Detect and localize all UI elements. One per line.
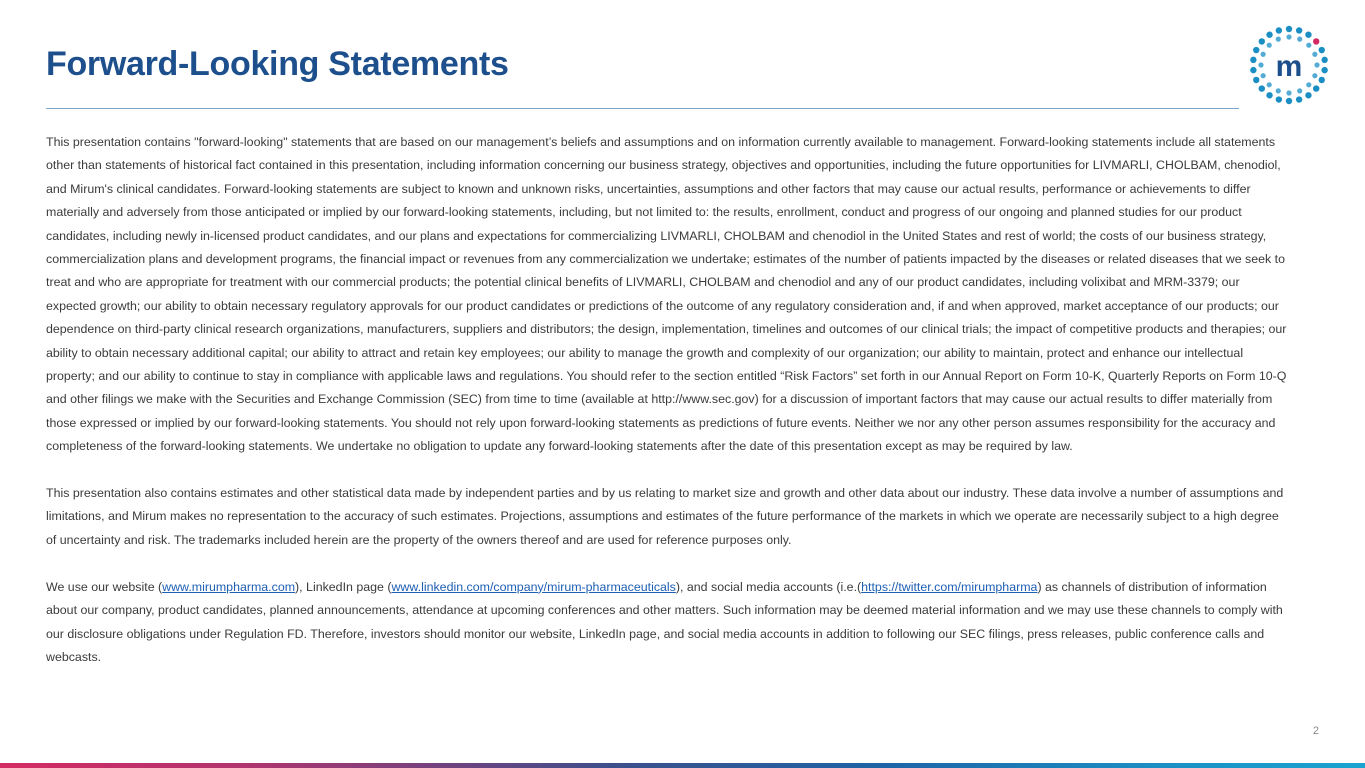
logo-dot [1286, 26, 1292, 32]
paragraph-forward-looking: This presentation contains "forward-looking" statements that are based on our management’s beliefs and assumptions and on information currently available to management. Forward-looking statements include all statements other than statements of historical fact contained in this presentation, including information concerning our business strategy, objectives and opportunities, including the future opportunities for LIVMARLI, CHOLBAM, chenodiol, and Mirum's clinical candidates. Forward-looking statements are subject to known and unknown risks, uncertainties, assumptions and other factors that may cause our actual results, performance or achievements to differ materially and adversely from those anticipated or implied by our forward-looking statements, including, but not limited to: the results, enrollment, conduct and progress of our ongoing and planned studies for our product candidates, including newly in-licensed product candidates, and our plans and expectations for commercializing LIVMARLI, CHOLBAM and chenodiol in the United States and rest of world; the costs of our business strategy, commercialization plans and development programs, the financial impact or revenues from any commercialization we undertake; estimates of the number of patients impacted by the diseases or related diseases that we seek to treat and who are appropriate for treatment with our commercial products; the potential clinical benefits of LIVMARLI, CHOLBAM and chenodiol and any of our product candidates, including volixibat and MRM-3379; our expected growth; our ability to obtain necessary regulatory approvals for our product candidates or predictions of the outcome of any regulatory consideration and, if and when approved, market acceptance of our products; our dependence on third-party clinical research organizations, manufacturers, suppliers and distributors; the design, implementation, timelines and outcomes of our clinical trials; the impact of competitive products and therapies; our ability to obtain necessary additional capital; our ability to attract and retain key employees; our ability to manage the growth and complexity of our organization; our ability to maintain, protect and enhance our intellectual property; and our ability to continue to stay in compliance with applicable laws and regulations. You should refer to the section entitled “Risk Factors” set forth in our Annual Report on Form 10-K, Quarterly Reports on Form 10-Q and other filings we make with the Securities and Exchange Commission (SEC) from time to time (available at http://www.sec.gov) for a discussion of important factors that may cause our actual results to differ materially from those expressed or implied by our forward-looking statements. You should not rely upon forward-looking statements as predictions of future events. Neither we nor any other person assumes responsibility for the accuracy and completeness of the forward-looking statements. We undertake no obligation to update any forward-looking statements after the date of this presentation except as may be required by law. [46, 135, 1287, 454]
logo-dot [1297, 37, 1302, 42]
paragraph-statistical-data: This presentation also contains estimates and other statistical data made by independent parties and by us relating to market size and growth and other data about our industry. These data involve a number of assumptions and limitations, and Mirum makes no representation to the accuracy of such estimates. Projections, assumptions and estimates of the future performance of the markets in which we operate are necessarily subject to a high degree of uncertainty and risk. The trademarks included herein are the property of the owners thereof and are used for reference purposes only. [46, 486, 1284, 547]
link-twitter[interactable]: https://twitter.com/mirumpharma [861, 579, 1038, 594]
slide-title: Forward-Looking Statements [46, 45, 509, 83]
logo-dot [1306, 82, 1311, 87]
logo-dot [1266, 32, 1272, 38]
logo-dot [1314, 62, 1319, 67]
mirum-logo [1248, 24, 1330, 106]
logo-dot [1321, 67, 1327, 73]
channels-text-2: ), LinkedIn page ( [295, 579, 392, 594]
logo-dot [1276, 37, 1281, 42]
logo-dot [1276, 88, 1281, 93]
logo-letter: m [1275, 50, 1303, 83]
logo-dot [1261, 73, 1266, 78]
logo-dot [1286, 90, 1291, 95]
logo-dot [1306, 43, 1311, 48]
channels-text-4: ) as channels of distribution of information about our company, product candidates, planned announcements, attendance at upcoming conferences and other matters. Such information may be deemed material information and we may use these channels to comply with our disclosure obligations under Regulation FD. Therefore, investors should monitor our website, LinkedIn page, and social media accounts in addition to following our SEC filings, press releases, public conference calls and webcasts. [46, 579, 1283, 664]
logo-dot [1319, 77, 1325, 83]
logo-dot [1261, 52, 1266, 57]
logo-dot [1297, 88, 1302, 93]
logo-dot [1267, 82, 1272, 87]
link-website[interactable]: www.mirumpharma.com [162, 579, 296, 594]
logo-dot [1313, 38, 1319, 44]
logo-dot [1296, 96, 1302, 102]
paragraph-channels [46, 576, 1291, 670]
logo-dot [1286, 98, 1292, 104]
logo-dot [1276, 96, 1282, 102]
logo-dot [1250, 67, 1256, 73]
logo-dot [1250, 57, 1256, 63]
page-number: 2 [1312, 725, 1319, 737]
logo-dot [1286, 34, 1291, 39]
title-divider [46, 108, 1239, 109]
logo-dot [1259, 38, 1265, 44]
channels-text-3: ), and social media accounts (i.e.( [675, 579, 862, 594]
logo-dot [1266, 92, 1272, 98]
logo-dot [1321, 57, 1327, 63]
logo-dot [1253, 77, 1259, 83]
logo-dot [1267, 43, 1272, 48]
logo-dot [1305, 92, 1311, 98]
statement-body [46, 131, 1291, 693]
logo-dot [1258, 62, 1263, 67]
logo-dot [1305, 32, 1311, 38]
logo-dot [1313, 85, 1319, 91]
logo-dot [1296, 27, 1302, 33]
logo-dot [1312, 73, 1317, 78]
link-linkedin[interactable]: www.linkedin.com/company/mirum-pharmaceuticals [391, 579, 676, 594]
footer-gradient-bar [0, 763, 1365, 768]
logo-dot [1276, 27, 1282, 33]
logo-dot [1253, 47, 1259, 53]
channels-text-1: We use our website ( [46, 579, 163, 594]
logo-dot [1312, 52, 1317, 57]
logo-dot [1259, 85, 1265, 91]
logo-dot [1319, 47, 1325, 53]
